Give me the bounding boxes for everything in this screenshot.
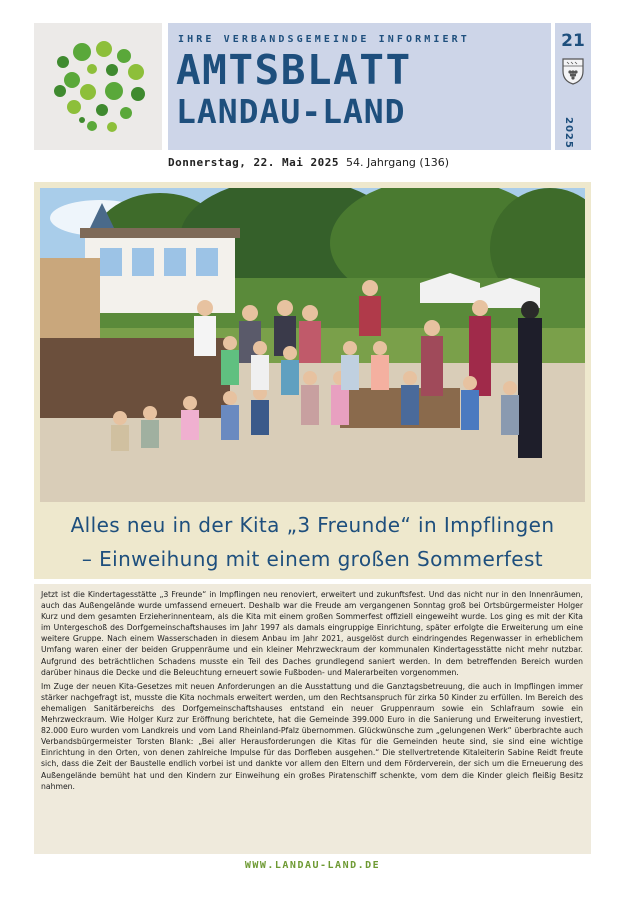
article-body [34, 584, 591, 854]
logo-panel [34, 23, 162, 150]
issue-number: 21 [561, 31, 585, 51]
coat-of-arms-icon [561, 57, 585, 85]
issue-panel [555, 23, 591, 150]
issue-date: Donnerstag, 22. Mai 2025 [168, 156, 339, 169]
article-paragraph: Im Zuge der neuen Kita-Gesetzes mit neuen Anforderungen an die Ausstattung und die Ganztagsbetreuung, die auch in Impflingen immer stärker nachgefragt ist, musste die Kita nochmals erweitert werden, um den Rechtsanspruch für zirka 50 Kinder zu erfüllen. Im Bereich des ehemaligen Sanitärbereichs des Dorfgemeinschaftshauses entstand ein neuer Gruppenraum sowie ein Schlafraum sowie ein Mehrzweckraum. Wie Holger Kurz zur Eröffnung berichtete, hat die Gemeinde 399.000 Euro in die Sanierung und Erweiterung investiert, 82.000 Euro wurden vom Landkreis und vom Land Rheinland-Pfalz übernommen. Glückwünsche zum „gelungenen Werk“ überbrachte auch Verbandsbürgermeister Torsten Blank: „Bei aller Herausforderungen die Kitas für die Gemeinden heute sind, sie sind eine wichtige Einrichtung in den Orten, von denen zahlreiche Impulse für das Dorfleben ausgehen.“ Die stellvertretende Kitaleiterin Sabine Reidt freute sich, dass die Zeit der Baustelle endlich vorbei ist und dankte vor allem den Eltern und dem Förderverein, der sich um die Erneuerung des Außengelände bemüht hat und den Kindern zur Einweihung ein großes Piratenschiff schenkte, vom dem die Kinder gleich fleißig Besitz nahmen. [41, 681, 583, 791]
masthead-subtitle: LANDAU-LAND [176, 92, 406, 131]
masthead-title: AMTSBLATT [176, 46, 412, 94]
headline-line-1: Alles neu in der Kita „3 Freunde“ in Impflingen [70, 513, 555, 537]
masthead [168, 23, 551, 150]
footer-website-link[interactable]: WWW.LANDAU-LAND.DE [244, 860, 381, 871]
issue-volume: 54. Jahrgang (136) [345, 156, 449, 169]
article-paragraph: Jetzt ist die Kindertagesstätte „3 Freunde“ in Impflingen neu renoviert, erweitert und zukunftsfest. Und das nicht nur in den Innenräumen, auch das Außengelände wurde umfassend erneuert. Deshalb war die Freude am vergangenen Sonntag groß bei Ortsbürgermeister Holger Kurz und dem gesamten Erzieherinnenteam, als die Kita mit einem großen Sommerfest offiziell eingeweiht wurde. Los ging es mit der Kita im Untergeschoß des Dorfgemeinschaftshauses im Jahr 1997 als damals eingruppige Einrichtung, später erfolgte die Erweiterung um eine weitere Gruppe. Nach einem Wasserschaden in diesem Anbau im Jahr 2021, ausgelöst durch eindringendes Regenwasser in erheblichem Umfang waren einer der beiden Gruppenräume und ein kleiner Mehrzweckraum der kommunalen Kindertagesstätte nicht mehr nutzbar. Aufgrund des beträchtlichen Schadens musste ein Teil des Daches grundlegend saniert werden. In dem betreffenden Bereich wurden darüber hinaus die Decke und die Beleuchtung erneuert sowie Fußboden- und Malerarbeiten vorgenommen. [41, 590, 583, 677]
issue-year: 2025 [563, 117, 574, 149]
masthead-kicker: IHRE VERBANDSGEMEINDE INFORMIERT [178, 34, 470, 45]
lead-story-block [34, 182, 591, 579]
verbandsgemeinde-logo-icon [34, 23, 162, 150]
dateline [168, 156, 449, 169]
headline-line-2: – Einweihung mit einem großen Sommerfest [81, 547, 544, 571]
group-photo [40, 188, 585, 502]
kita-group-photo-image [40, 188, 585, 502]
